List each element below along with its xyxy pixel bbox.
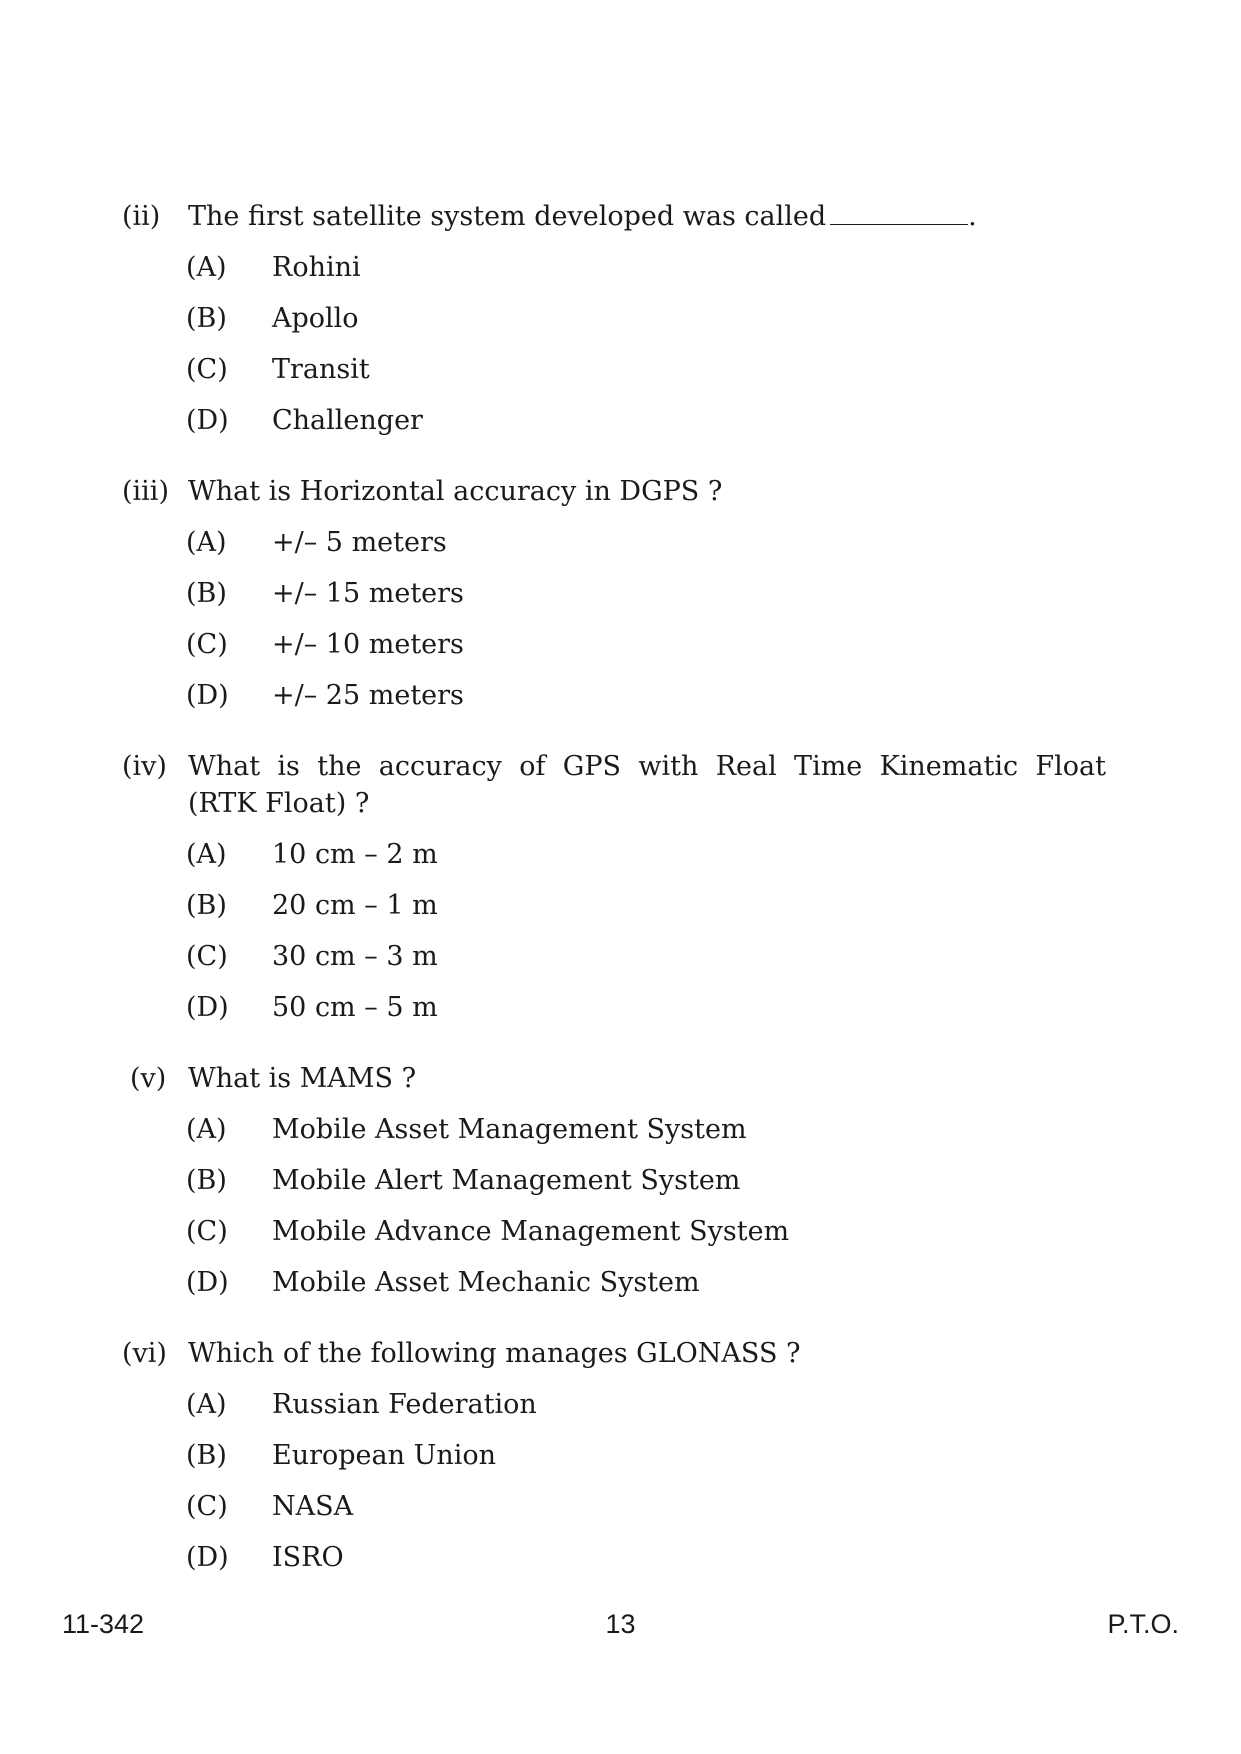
question-number: (iv) <box>122 751 167 782</box>
option-text: NASA <box>272 1491 354 1522</box>
option-text: Rohini <box>272 252 361 283</box>
question-number: (vi) <box>122 1338 167 1369</box>
option-text: 50 cm – 5 m <box>272 992 438 1023</box>
page-number: 13 <box>605 1609 636 1639</box>
option-text: Mobile Asset Management System <box>272 1114 747 1145</box>
option-text: +/– 25 meters <box>272 680 464 711</box>
option-label: (A) <box>186 527 227 558</box>
option-text: Mobile Asset Mechanic System <box>272 1267 700 1298</box>
option-text: Transit <box>272 354 370 385</box>
option-text: 30 cm – 3 m <box>272 941 438 972</box>
option-text: 20 cm – 1 m <box>272 890 438 921</box>
question-number: (v) <box>130 1063 167 1094</box>
option-label: (C) <box>186 629 228 660</box>
option-text: Mobile Advance Management System <box>272 1216 790 1247</box>
question-number: (ii) <box>122 201 161 232</box>
option-label: (D) <box>186 405 229 436</box>
question-text: What is Horizontal accuracy in DGPS ? <box>188 476 723 507</box>
option-label: (B) <box>186 890 227 921</box>
option-label: (C) <box>186 1216 228 1247</box>
question-text: Which of the following manages GLONASS ? <box>188 1338 801 1369</box>
option-text: European Union <box>272 1440 497 1471</box>
please-turn-over: P.T.O. <box>1107 1609 1179 1639</box>
option-text: Challenger <box>272 405 423 436</box>
option-label: (A) <box>186 1389 227 1420</box>
option-text: Apollo <box>272 303 359 334</box>
option-text: +/– 5 meters <box>272 527 447 558</box>
question-text-line1: What is the accuracy of GPS with Real Time Kinematic Float <box>188 751 1106 782</box>
answer-blank <box>830 202 968 225</box>
option-label: (D) <box>186 680 229 711</box>
option-label: (A) <box>186 252 227 283</box>
option-label: (D) <box>186 1542 229 1573</box>
option-label: (D) <box>186 992 229 1023</box>
option-text: Mobile Alert Management System <box>272 1165 741 1196</box>
question-text-body: The first satellite system developed was called <box>188 201 827 232</box>
option-label: (B) <box>186 578 227 609</box>
option-label: (D) <box>186 1267 229 1298</box>
option-label: (A) <box>186 839 227 870</box>
option-text: Russian Federation <box>272 1389 537 1420</box>
option-label: (C) <box>186 1491 228 1522</box>
option-label: (B) <box>186 1440 227 1471</box>
question-text: What is MAMS ? <box>188 1063 417 1094</box>
option-text: +/– 15 meters <box>272 578 464 609</box>
question-text-line2: (RTK Float) ? <box>188 788 370 819</box>
option-label: (B) <box>186 303 227 334</box>
option-label: (B) <box>186 1165 227 1196</box>
option-text: 10 cm – 2 m <box>272 839 438 870</box>
question-text <box>188 198 1106 235</box>
option-label: (C) <box>186 941 228 972</box>
option-text: ISRO <box>272 1542 344 1573</box>
paper-code: 11-342 <box>62 1609 145 1639</box>
question-suffix: . <box>968 201 977 232</box>
question-number: (iii) <box>122 476 169 507</box>
option-text: +/– 10 meters <box>272 629 464 660</box>
option-label: (A) <box>186 1114 227 1145</box>
option-label: (C) <box>186 354 228 385</box>
